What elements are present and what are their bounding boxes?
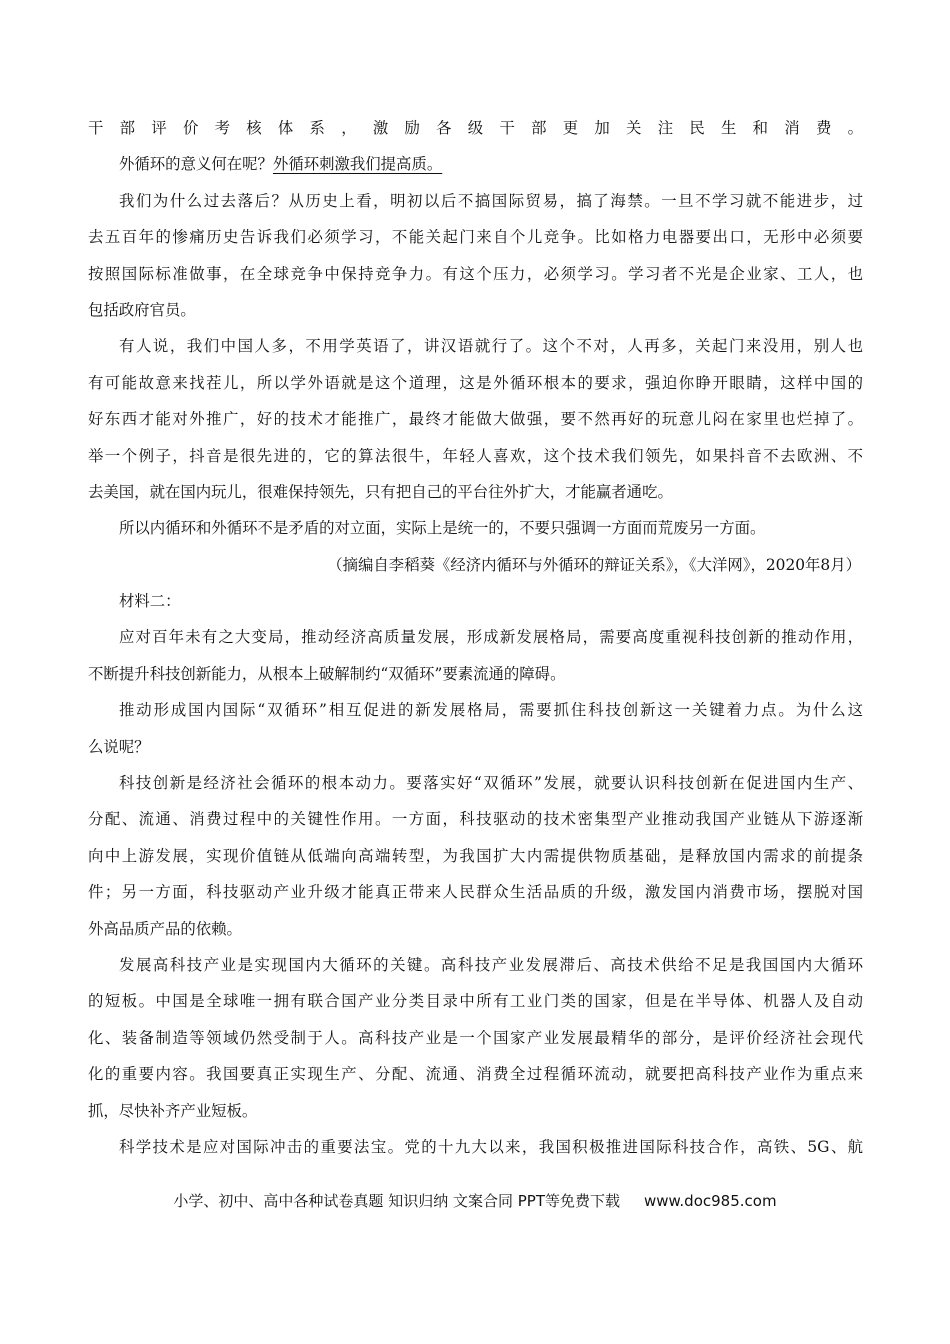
- citation: （摘编自李稻葵《经济内循环与外循环的辩证关系》，《大洋网》，2020年8月）: [327, 555, 861, 574]
- text-line: 所以内循环和外循环不是矛盾的对立面，实际上是统一的，不要只强调一方面而荒废另一方面。: [119, 519, 766, 538]
- text-line: 件；另一方面，科技驱动产业升级才能真正带来人民群众生活品质的升级，激发国内消费市场，摆脱对国: [88, 883, 863, 902]
- text-line: 有人说，我们中国人多，不用学英语了，讲汉语就行了。这个不对，人再多，关起门来没用，别人也: [119, 337, 863, 356]
- text-line: 举一个例子，抖音是很先进的，它的算法很牛，年轻人喜欢，这个技术我们领先，如果抖音不去欧洲、不: [88, 446, 863, 465]
- text-line: 分配、流通、消费过程中的关键性作用。一方面，科技驱动的技术密集型产业推动我国产业链从下游逐渐: [88, 810, 863, 829]
- section-heading: 材料二：: [119, 592, 181, 611]
- text-line: 包括政府官员。: [88, 300, 196, 319]
- text-line: 去五百年的惨痛历史告诉我们必须学习，不能关起门来自个儿竞争。比如格力电器要出口，无形中必须要: [88, 228, 863, 247]
- text-line: 化、装备制造等领域仍然受制于人。高科技产业是一个国家产业发展最精华的部分，是评价经济社会现代: [88, 1028, 863, 1047]
- text-line: 化的重要内容。我国要真正实现生产、分配、流通、消费全过程循环流动，就要把高科技产业作为重点来: [88, 1065, 863, 1084]
- text-line: 应对百年未有之大变局，推动经济高质量发展，形成新发展格局，需要高度重视科技创新的推动作用，: [119, 628, 863, 647]
- text-line: 的短板。中国是全球唯一拥有联合国产业分类目录中所有工业门类的国家，但是在半导体、机器人及自动: [88, 992, 863, 1011]
- page-footer: [0, 1190, 950, 1211]
- document-body: [88, 110, 863, 1165]
- text-line: 我们为什么过去落后？从历史上看，明初以后不搞国际贸易，搞了海禁。一旦不学习就不能进步，过: [119, 191, 863, 210]
- text-line: 发展高科技产业是实现国内大循环的关键。高科技产业发展滞后、高技术供给不足是我国国内大循环: [119, 955, 863, 974]
- text-line: 么说呢？: [88, 737, 150, 756]
- text-line: 科技创新是经济社会循环的根本动力。要落实好“双循环”发展，就要认识科技创新在促进国内生产、: [119, 774, 863, 793]
- text-line: 好东西才能对外推广，好的技术才能推广，最终才能做大做强，要不然再好的玩意儿闷在家里也烂掉了。: [88, 410, 863, 429]
- text-line: 干部评价考核体系，激励各级干部更加关注民生和消费。: [88, 119, 863, 137]
- text-line: 按照国际标准做事，在全球竞争中保持竞争力。有这个压力，必须学习。学习者不光是企业家、工人，也: [88, 264, 863, 283]
- text-line: 科学技术是应对国际冲击的重要法宝。党的十九大以来，我国积极推进国际科技合作，高铁、5G、航: [119, 1137, 863, 1156]
- text-line: 不断提升科技创新能力，从根本上破解制约“双循环”要素流通的障碍。: [88, 664, 566, 683]
- line-text: 外循环的意义何在呢？: [119, 155, 273, 174]
- text-line: 向中上游发展，实现价值链从低端向高端转型，为我国扩大内需提供物质基础，是释放国内需求的前提条: [88, 846, 863, 865]
- text-line: 抓，尽快补齐产业短板。: [88, 1101, 258, 1120]
- text-line: [88, 146, 863, 182]
- footer-text: 小学、初中、高中各种试卷真题 知识归纳 文案合同 PPT等免费下载: [173, 1192, 620, 1210]
- text-line: 外高品质产品的依赖。: [88, 919, 242, 938]
- underlined-text: 外循环刺激我们提高质。: [272, 155, 443, 174]
- text-line: 去美国，就在国内玩儿，很难保持领先，只有把自己的平台往外扩大，才能赢者通吃。: [88, 482, 673, 501]
- text-line: 有可能故意来找茬儿，所以学外语就是这个道理，这是外循环根本的要求，强迫你睁开眼睛，这样中国的: [88, 373, 863, 392]
- footer-url: www.doc985.com: [643, 1192, 777, 1210]
- text-line: 推动形成国内国际“双循环”相互促进的新发展格局，需要抓住科技创新这一关键着力点。为什么这: [119, 701, 863, 720]
